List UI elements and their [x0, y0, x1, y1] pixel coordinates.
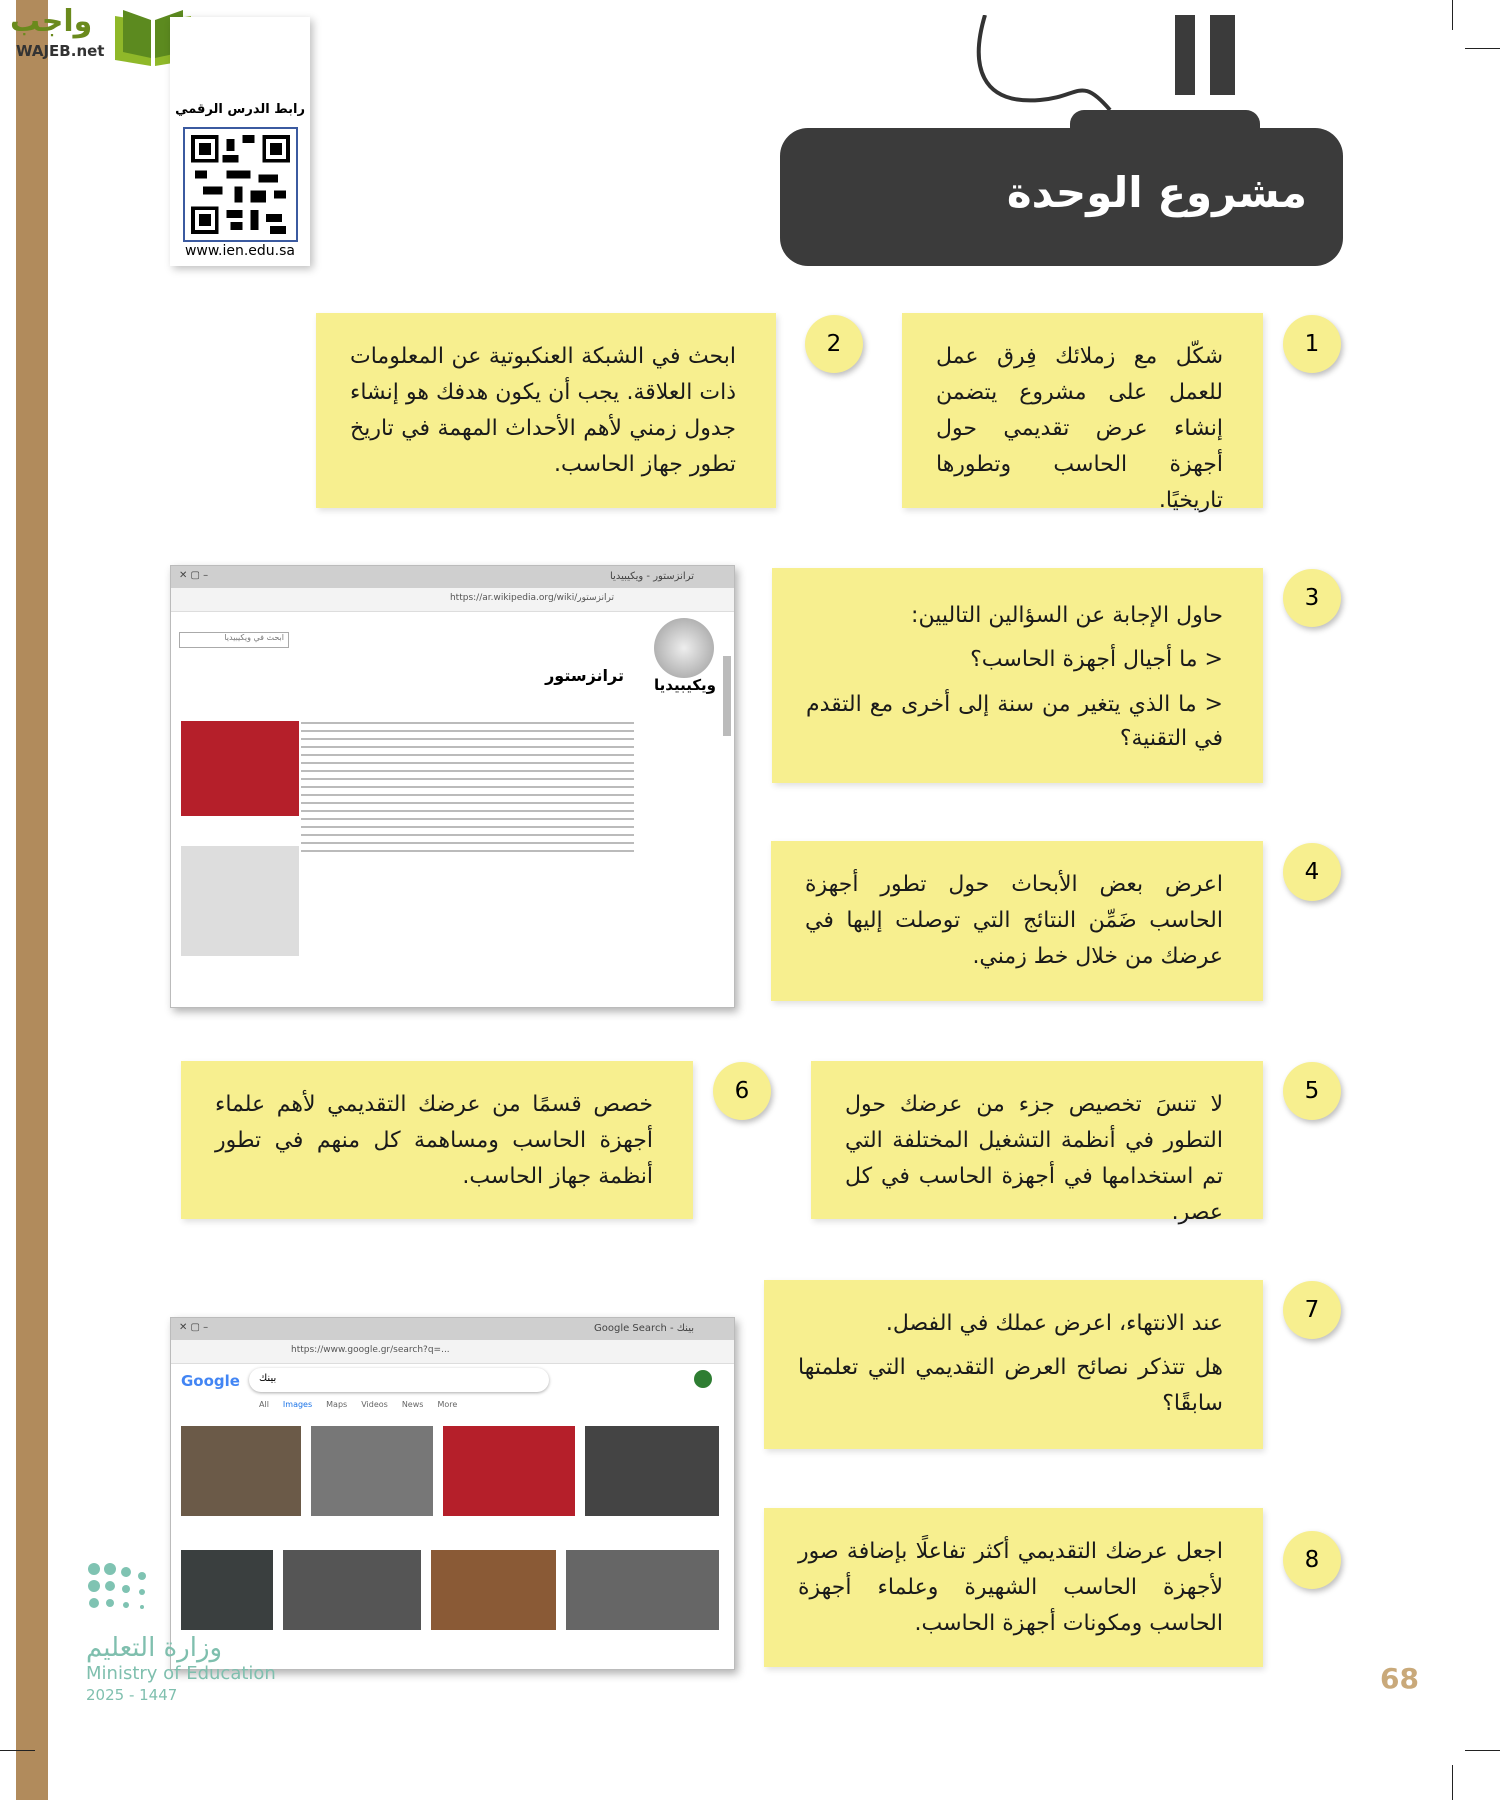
wiki-search-input: ابحث في ويكيبيديا: [179, 632, 289, 648]
step-number: 8: [1283, 1531, 1341, 1589]
step-text: اجعل عرضك التقديمي أكثر تفاعلًا بإضافة صور لأجهزة الحاسب الشهيرة وعلماء أجهزة الحاسب ومكونات أجهزة الحاسب.: [798, 1539, 1223, 1636]
step-text: لا تنسَ تخصيص جزء من عرضك حول التطور في أنظمة التشغيل المختلفة التي تم استخدامها في أجهزة الحاسب في كل عصر.: [845, 1092, 1223, 1225]
step-number: 7: [1283, 1281, 1341, 1339]
ministry-dots-icon: [86, 1561, 176, 1611]
browser-tab: ترانزستور - ويكيبيديا: [609, 571, 694, 582]
wikipedia-browser-screenshot: [170, 565, 735, 1008]
ministry-of-education-logo: [86, 1561, 286, 1726]
academic-year: 2025 - 1447: [86, 1686, 178, 1704]
image-result: [283, 1550, 421, 1630]
transistor-photo: [181, 721, 299, 816]
transistor-photo: [181, 846, 299, 956]
step-3-box: [772, 568, 1263, 783]
step-1-box: [902, 313, 1263, 513]
step-4-box: [771, 841, 1263, 1001]
ministry-name-ar: وزارة التعليم: [86, 1633, 223, 1663]
step-2-box: [316, 313, 776, 508]
address-bar: [171, 588, 734, 612]
step-text: خصص قسمًا من عرضك التقديمي لأهم علماء أجهزة الحاسب ومساهمة كل منهم في تطور أنظمة جهاز الحاسب.: [215, 1092, 653, 1189]
address-bar: [171, 1340, 734, 1364]
question-2: < ما الذي يتغير من سنة إلى أخرى مع التقدم في التقنية؟: [806, 692, 1223, 751]
page-title: مشروع الوحدة: [1006, 168, 1307, 217]
qr-url[interactable]: www.ien.edu.sa: [184, 243, 296, 259]
step-5-box: [811, 1061, 1263, 1225]
image-result: [566, 1550, 719, 1630]
step-text: هل تتذكر نصائح العرض التقديمي التي تعلمتها سابقًا؟: [798, 1355, 1223, 1416]
google-logo: Google: [181, 1372, 240, 1390]
image-result: [443, 1426, 575, 1516]
step-text: اعرض بعض الأبحاث حول تطور أجهزة الحاسب ضَمِّن النتائج التي توصلت إليها في عرضك من خلال خط زمني.: [805, 872, 1223, 969]
image-result: [585, 1426, 719, 1516]
crop-mark: [0, 1750, 35, 1751]
step-text: ابحث في الشبكة العنكبوتية عن المعلومات ذات العلاقة. يجب أن يكون هدفك هو إنشاء جدول زمني لأهم الأحداث المهمة في تاريخ تطور جهاز الحاسب.: [350, 344, 736, 477]
avatar: [694, 1370, 712, 1388]
wiki-site-name: ويكيبيديا: [654, 676, 716, 694]
crop-mark: [1465, 48, 1500, 49]
qr-code[interactable]: [183, 127, 298, 242]
step-7-box: [764, 1280, 1263, 1449]
question-1: < ما أجيال أجهزة الحاسب؟: [970, 647, 1223, 672]
logo-text: واجب: [10, 4, 93, 39]
step-text: حاول الإجابة عن السؤالين التاليين:: [911, 603, 1223, 628]
qr-card: [170, 17, 310, 266]
crop-mark: [1465, 1750, 1500, 1751]
step-8-box: [764, 1508, 1263, 1667]
image-result: [181, 1426, 301, 1516]
wiki-article-heading: ترانزستور: [545, 666, 624, 685]
step-number: 1: [1283, 315, 1341, 373]
page-number: 68: [1380, 1662, 1419, 1695]
step-number: 2: [805, 315, 863, 373]
search-tabs: All Images Maps Videos News More: [259, 1400, 458, 1409]
url-text: https://ar.wikipedia.org/wiki/ترانزستور: [449, 593, 614, 603]
image-result: [311, 1426, 433, 1516]
step-6-box: [181, 1061, 693, 1219]
step-number: 4: [1283, 843, 1341, 901]
url-text: https://www.google.gr/search?q=...: [291, 1345, 450, 1355]
browser-tab-bar: ترانزستور - ويكيبيديا ✕ ▢ –: [171, 566, 734, 588]
crop-mark: [1452, 0, 1453, 30]
wikipedia-globe-icon: [654, 618, 714, 678]
step-text: شكّل مع زملائك فِرق عمل للعمل على مشروع يتضمن إنشاء عرض تقديمي حول أجهزة الحاسب وتطورها تاريخيًا.: [936, 344, 1223, 513]
image-result: [431, 1550, 556, 1630]
step-number: 6: [713, 1062, 771, 1120]
crop-mark: [1452, 1765, 1453, 1800]
wajeb-logo: [8, 4, 193, 70]
google-search-input: بينك: [249, 1368, 549, 1392]
page-spine: [16, 0, 48, 1800]
step-number: 5: [1283, 1062, 1341, 1120]
ministry-name-en: Ministry of Education: [86, 1663, 276, 1684]
article-text-lines: [301, 716, 634, 856]
browser-tab: Google Search - بينك: [593, 1323, 694, 1334]
browser-tab-bar: Google Search - بينك ✕ ▢ –: [171, 1318, 734, 1340]
logo-subtext: WAJEB.net: [16, 42, 105, 60]
title-banner: [780, 128, 1343, 266]
qr-label: رابط الدرس الرقمي: [175, 102, 305, 117]
step-number: 3: [1283, 569, 1341, 627]
step-text: عند الانتهاء، اعرض عملك في الفصل.: [885, 1311, 1223, 1336]
